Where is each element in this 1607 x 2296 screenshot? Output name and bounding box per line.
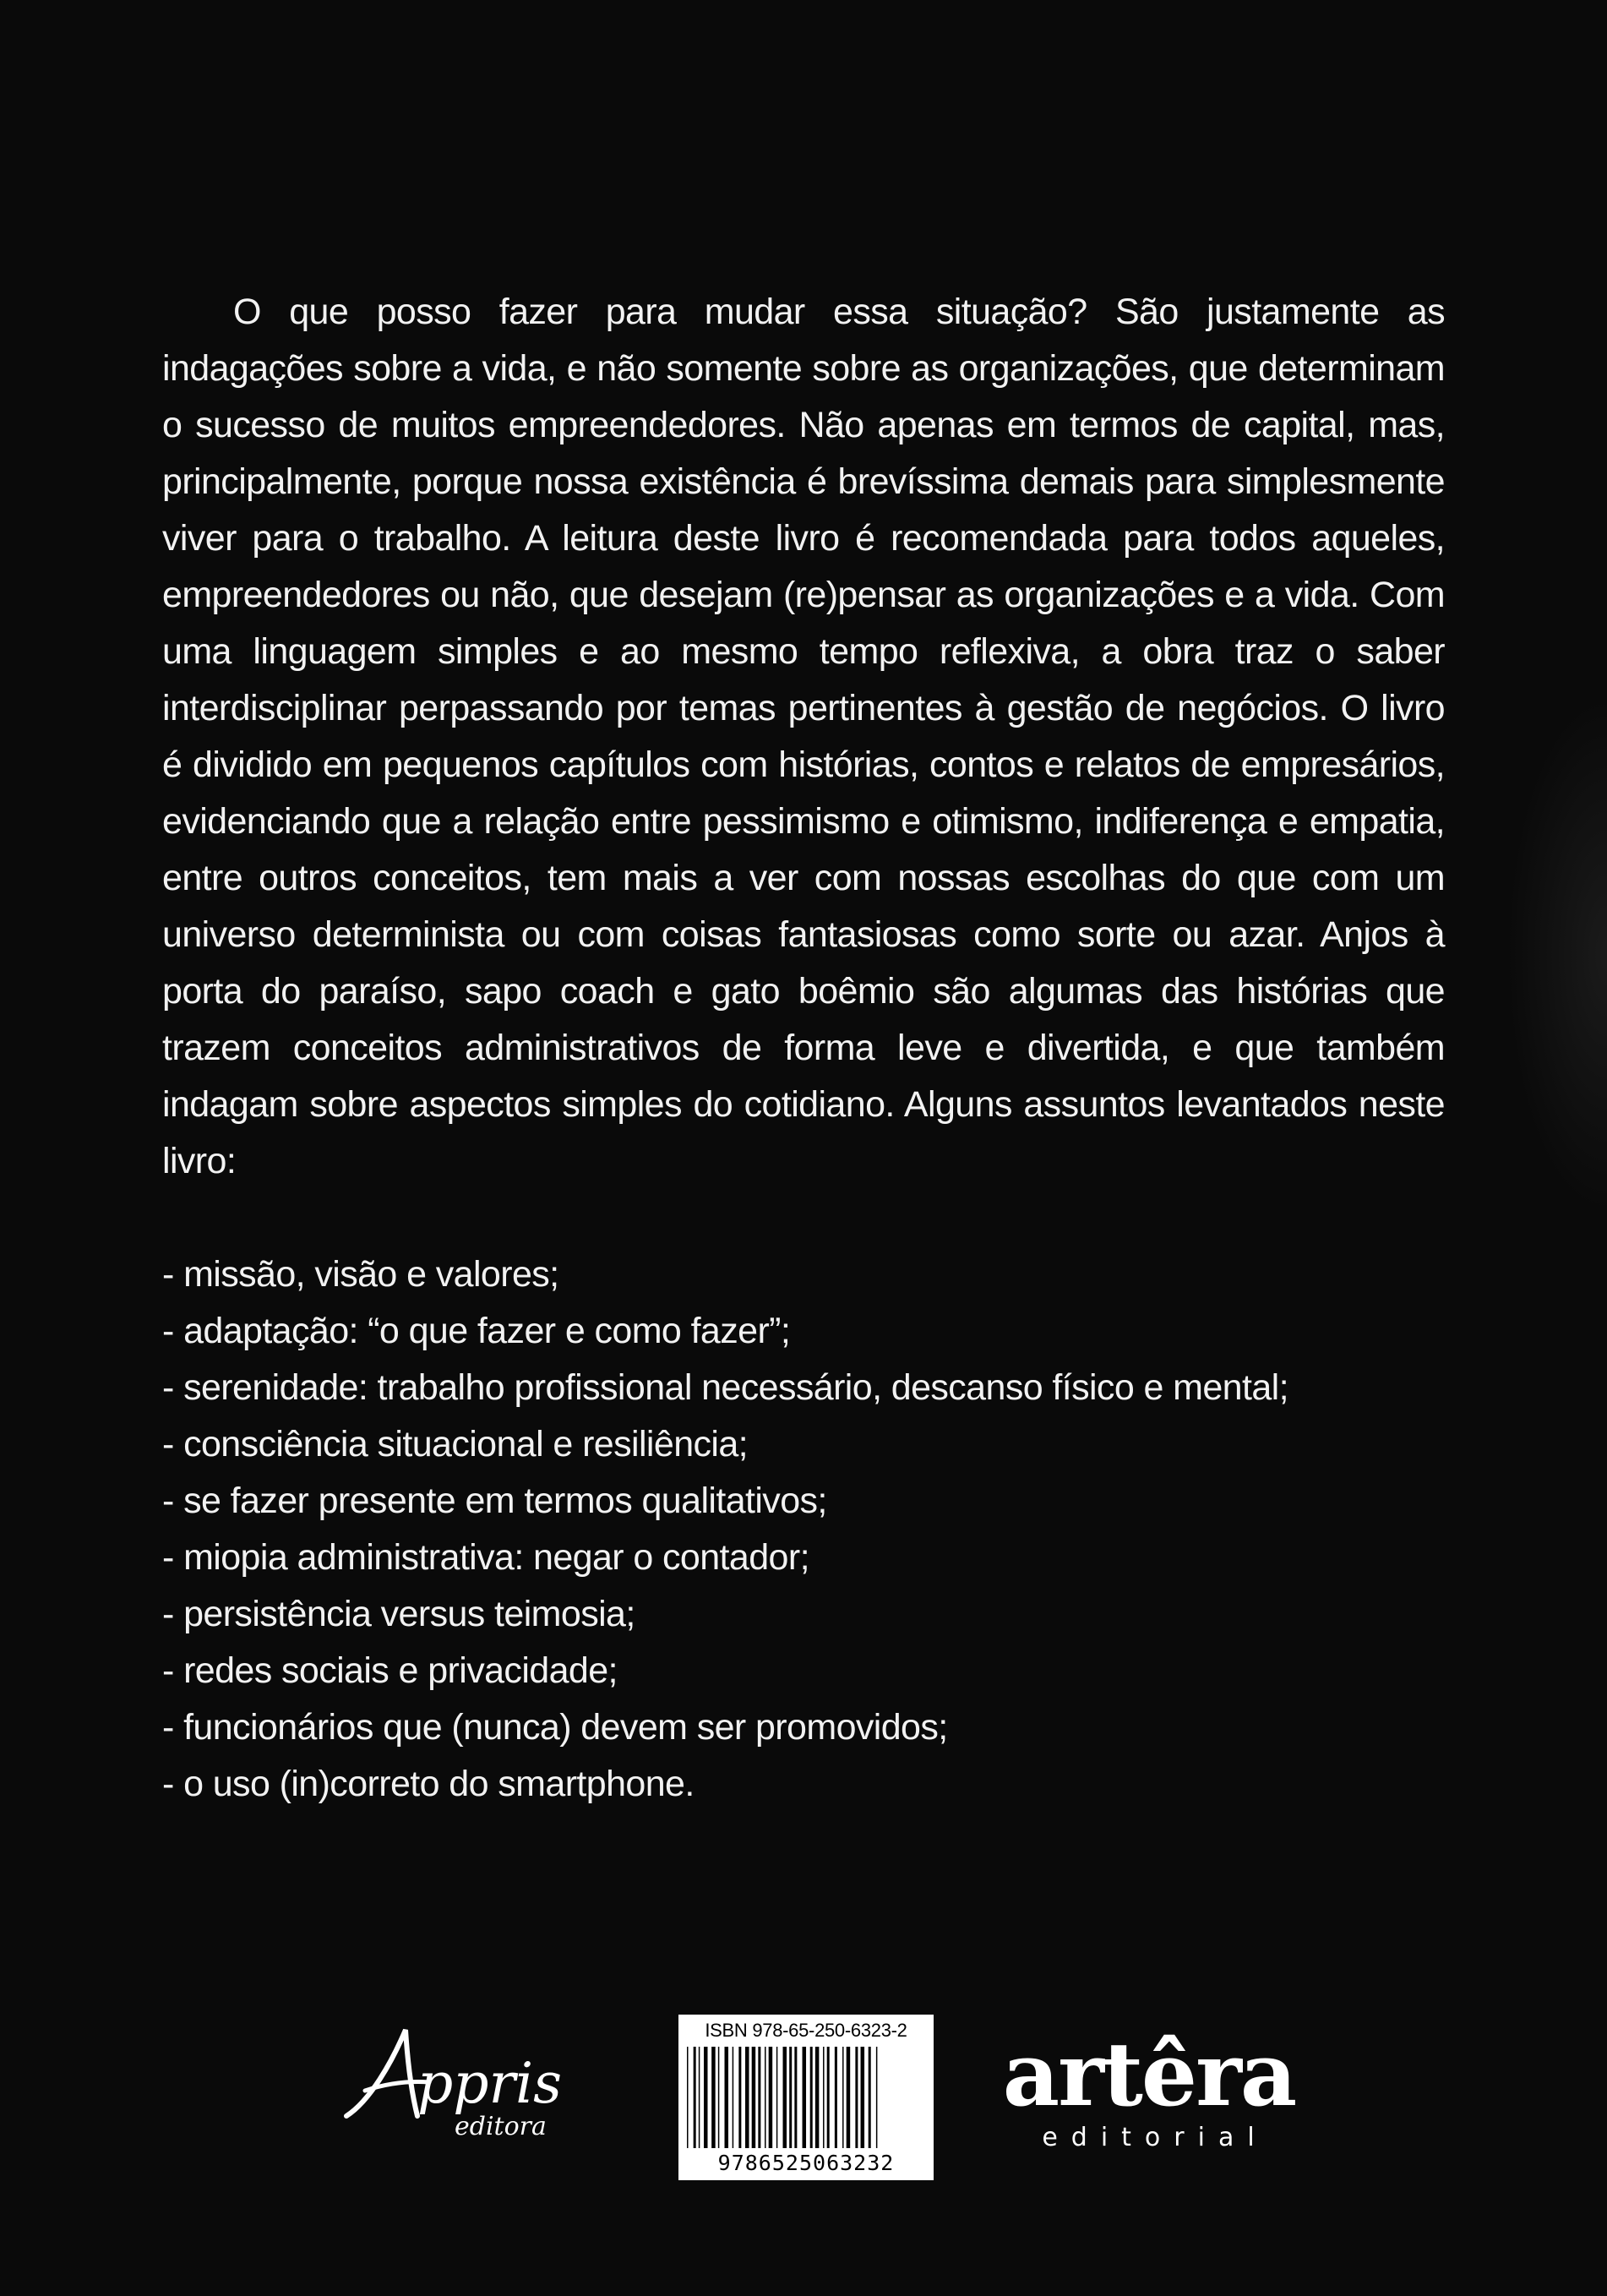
barcode-bar (847, 2047, 851, 2148)
barcode-bar (835, 2047, 837, 2148)
background-shadow (1506, 693, 1607, 1217)
artera-logo-sub: editorial (1042, 2123, 1268, 2152)
topic-item: - se fazer presente em termos qualitativos; (162, 1481, 827, 1521)
topic-item: - serenidade: trabalho profissional necessário, descanso físico e mental; (162, 1367, 1288, 1408)
barcode-bar (861, 2047, 865, 2148)
barcode-bar (769, 2047, 773, 2148)
barcode-bar (842, 2047, 844, 2148)
barcode-bar (803, 2047, 807, 2148)
artera-editorial-logo (997, 2022, 1301, 2172)
barcode-bar (855, 2047, 858, 2148)
appris-logo-art (336, 2013, 615, 2140)
barcode-bar (725, 2047, 729, 2148)
topics-list (162, 1246, 1445, 1813)
appris-editora-logo (336, 2013, 615, 2140)
barcode-bar (711, 2047, 716, 2148)
barcode-bar (783, 2047, 787, 2148)
barcode-bars (687, 2047, 925, 2148)
barcode-bar (758, 2047, 760, 2148)
barcode-bar (789, 2047, 792, 2148)
barcode-bar (733, 2047, 734, 2148)
topic-item: - persistência versus teimosia; (162, 1594, 635, 1634)
barcode-digits: 9786525063232 (717, 2151, 895, 2175)
barcode-bar (704, 2047, 708, 2148)
barcode-bar (738, 2047, 741, 2148)
artera-logo-name: artêra (1002, 2022, 1296, 2126)
topic-item: - adaptação: “o que fazer e como fazer”; (162, 1311, 791, 1351)
blurb-paragraph: O que posso fazer para mudar essa situação? São justamente as indagações sobre a vida, e não somente sobre as organizações, que determinam o sucesso de muitos empreendedores. Não apenas em termos de capital, mas, principalmente, porque nossa existência é brevíssima demais para simplesmente viver para o trabalho. A leitura deste livro é recomendada para todos aqueles, empreendedores ou não, que desejam (re)pensar as organizações e a vida. Com uma linguagem simples e ao mesmo tempo reflexiva, a obra traz o saber interdisciplinar perpassando por temas pertinentes à gestão de negócios. O livro é dividido em pequenos capítulos com histórias, contos e relatos de empresários, evidenciando que a relação entre pessimismo e otimismo, indiferença e empatia, entre outros conceitos, tem mais a ver com nossas escolhas do que com um universo determinista ou com coisas fantasiosas como sorte ou azar. Anjos à porta do paraíso, sapo coach e gato boêmio são algumas das histórias que trazem conceitos administrativos de forma leve e divertida, e que também indagam sobre aspectos simples do cotidiano. Alguns assuntos levantados neste livro: (162, 292, 1445, 1181)
barcode-bar (699, 2047, 700, 2148)
isbn-label: ISBN 978-65-250-6323-2 (705, 2020, 907, 2041)
barcode-bar (694, 2047, 696, 2148)
topic-item: - missão, visão e valores; (162, 1254, 559, 1295)
barcode-bar (827, 2047, 830, 2148)
barcode-bar (810, 2047, 813, 2148)
barcode-bar (823, 2047, 825, 2148)
barcode-bar (794, 2047, 797, 2148)
barcode-bar (815, 2047, 820, 2148)
topic-item: - miopia administrativa: negar o contador; (162, 1537, 809, 1578)
topic-item: - o uso (in)correto do smartphone. (162, 1764, 695, 1804)
barcode-bar (745, 2047, 749, 2148)
back-cover-text (162, 284, 1445, 1813)
isbn-barcode (678, 2015, 934, 2180)
svg-text:ppris: ppris (417, 2051, 563, 2116)
topic-item: - consciência situacional e resiliência; (162, 1424, 749, 1464)
svg-text:editora: editora (455, 2112, 547, 2140)
barcode-bar (718, 2047, 720, 2148)
barcode-bar (687, 2047, 689, 2148)
barcode-bar (876, 2047, 878, 2148)
topic-item: - redes sociais e privacidade; (162, 1650, 618, 1691)
barcode-bar (752, 2047, 756, 2148)
barcode-bar (765, 2047, 766, 2148)
topic-item: - funcionários que (nunca) devem ser promovidos; (162, 1707, 948, 1748)
barcode-bar (776, 2047, 778, 2148)
barcode-bar (869, 2047, 871, 2148)
